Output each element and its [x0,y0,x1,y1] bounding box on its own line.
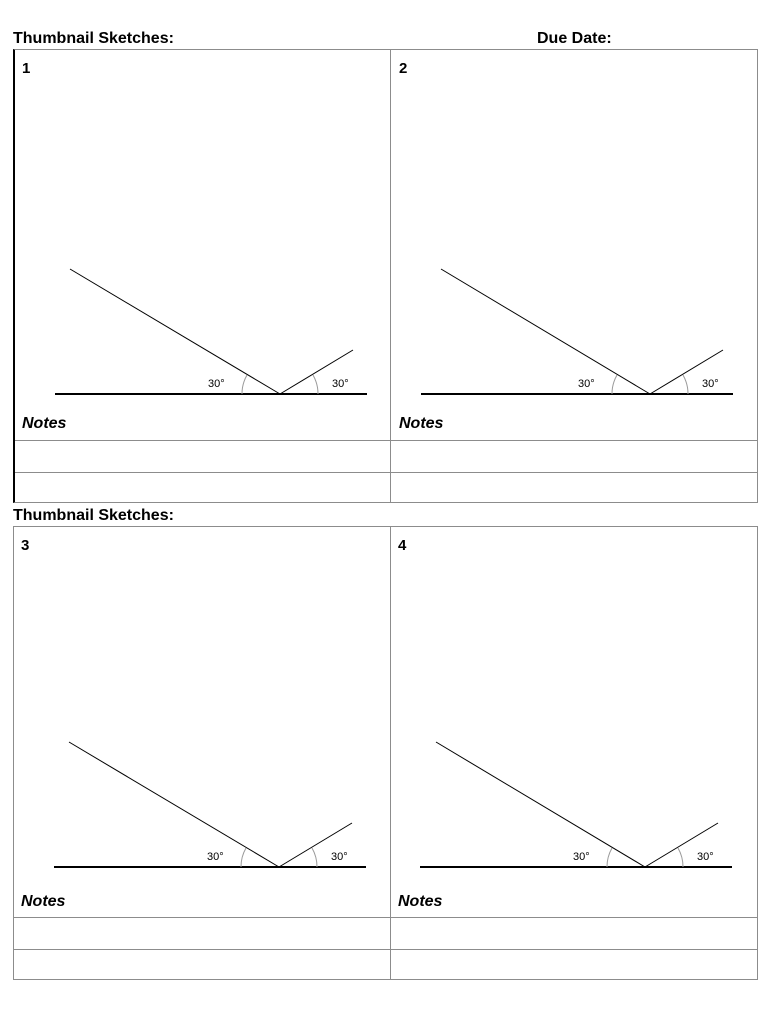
cell-number-1: 1 [22,60,31,77]
notes-label-3: Notes [21,893,66,910]
sketch-sheet-top [13,49,758,503]
notes-label-2: Notes [399,415,444,432]
angle-label-left: 30° [578,378,595,390]
right-angle-arc [683,375,688,394]
angle-label-left: 30° [208,378,225,390]
isometric-guide-2 [391,50,759,410]
cell-number-3: 3 [21,537,30,554]
angle-label-right: 30° [702,378,719,390]
angle-label-right: 30° [697,851,714,863]
cell-number-4: 4 [398,537,407,554]
angle-label-left: 30° [573,851,590,863]
isometric-guide-4 [391,527,758,887]
angle-label-left: 30° [207,851,224,863]
left-angle-arc [612,375,617,394]
notes-label-1: Notes [22,415,67,432]
left-iso-line [441,269,650,394]
left-angle-arc [607,848,612,867]
heading-thumbnail-sketches-bottom: Thumbnail Sketches: [13,507,174,524]
right-angle-arc [678,848,683,867]
left-angle-arc [242,375,247,394]
notes-line-2 [14,949,757,950]
heading-thumbnail-sketches-top: Thumbnail Sketches: [13,30,174,47]
due-date-label: Due Date: [537,30,612,47]
angle-label-right: 30° [332,378,349,390]
isometric-guide-3 [14,527,390,887]
left-iso-line [70,269,280,394]
isometric-guide-1 [15,50,390,410]
notes-line-1 [15,440,757,441]
right-angle-arc [312,848,317,867]
notes-line-2 [15,472,757,473]
notes-line-1 [14,917,757,918]
sketch-sheet-bottom [13,526,758,980]
right-angle-arc [313,375,318,394]
left-angle-arc [241,848,246,867]
angle-label-right: 30° [331,851,348,863]
cell-number-2: 2 [399,60,408,77]
notes-label-4: Notes [398,893,443,910]
left-iso-line [69,742,279,867]
left-iso-line [436,742,645,867]
